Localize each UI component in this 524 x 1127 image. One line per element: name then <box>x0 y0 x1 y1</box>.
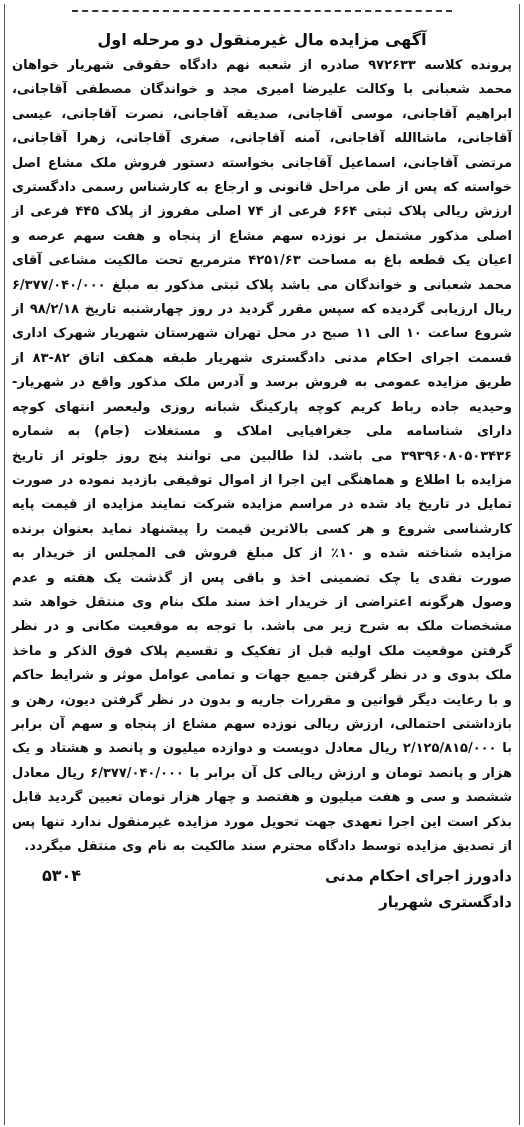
notice-title: آگهی مزایده مال غیرمنقول دو مرحله اول <box>97 30 427 49</box>
notice-code: ۵۳۰۴ <box>42 866 82 886</box>
signature-line-1: دادورز اجرای احکام مدنی <box>324 867 512 886</box>
signature-line-2: دادگستری شهریار <box>379 893 512 912</box>
notice-body: پرونده کلاسه ۹۷۲۶۳۳ صادره از شعبه نهم دادگاه حقوقی شهریار خواهان محمد شعبانی با وکالت علیرضا امیری مجد و خواندگان مصطفی آقاجانی، ابراهیم آقاجانی، موسی آقاجانی، صدیقه آقاجانی، نصرت آقاجانی، عیسی آقاجانی، ماشاالله آقاجانی، آمنه آقاجانی، صغری آقاجانی، زهرا آقاجانی، مرتضی آقاجانی، اسماعیل آقاجانی بخواسته دستور فروش ملک مشاع اصل خواسته که پس از طی مراحل قانونی و ارجاع به کارشناس رسمی دادگستری ارزش ریالی پلاک ثبتی ۶۶۴ فرعی از ۷۴ اصلی مفروز از پلاک ۴۴۵ فرعی از اصلی مذکور مشتمل بر نوزده سهم مشاع از پنجاه و هفت سهم عرصه و اعیان یک قطعه باغ به مساحت ۴۲۵۱/۶۳ مترمربع تحت مالکیت مشاعی آقای محمد شعبانی و خواندگان می باشد پلاک ثبتی مذکور به مبلغ ۶/۳۷۷/۰۴۰/۰۰۰ ریال ارزیابی گردیده که سپس مقرر گردید در روز چهارشنبه تاریخ ۹۸/۲/۱۸ از شروع ساعت ۱۰ الی ۱۱ صبح در محل تهران شهرستان شهریار شهرک اداری قسمت اجرای احکام مدنی دادگستری شهریار طبقه همکف اتاق ۸۲-۸۳ از طریق مزایده عمومی به فروش برسد و آدرس ملک مذکور واقع در شهریار- وحیدیه جاده رباط کریم کوچه پارکینگ شبانه روزی ولیعصر انتهای کوچه دارای شناسامه ملی جغرافیایی املاک و مستغلات (جام) به شماره ۳۹۳۹۶۰۸۰۵۰۳۴۳۶ می باشد. لذا طالبین می توانند پنج روز جلوتر از تاریخ مزایده با اطلاع و هماهنگی این اجرا از اموال توقیفی بازدید نموده در صورت تمایل در تاریخ یاد شده در مراسم مزایده شرکت نمایند مزایده از قیمت پایه کارشناسی شروع و هر کسی بالاترین قیمت را پیشنهاد نماید بعنوان برنده مزایده شناخته شده و ۱۰٪ از کل مبلغ فروش فی المجلس از خریدار به صورت نقدی یا چک تضمینی اخذ و باقی پس از گذشت یک هفته و عدم وصول هرگونه اعتراضی از خریدار اخذ سند ملک بنام وی منتقل خواهد شد مشخصات ملک به شرح زیر می باشد. با توجه به موقعیت مکانی و در نظر گرفتن موقعیت ملک اولیه قبل از تفکیک و تقسیم پلاک فوق الذکر و ماخذ ملک بدوی و در نظر گرفتن جمیع جهات و تمامی عوامل موثر و شرایط حاکم و با رعایت دیگر قوانین و مقررات جاریه و بدون در نظر گرفتن دیون، رهن و بازداشتی احتمالی، ارزش ریالی نوزده سهم مشاع از پنجاه و سهم آن برابر با ۲/۱۲۵/۸۱۵/۰۰۰ ریال معادل دویست و دوازده میلیون و پانصد و هشتاد و یک هزار و پانصد تومان و ارزش ریالی کل آن برابر با ۶/۳۷۷/۰۴۰/۰۰۰ ریال معادل ششصد و سی و هفت میلیون و هفتصد و چهار هزار تومان تعیین گردید قابل بذکر است این اجرا تعهدی جهت تحویل مورد مزایده غیرمنقول ندارد تنها پس از تصدیق مزایده توسط دادگاه محترم سند مالکیت به نام وی منتقل میگردد. <box>12 58 513 854</box>
page-frame <box>4 4 520 1125</box>
